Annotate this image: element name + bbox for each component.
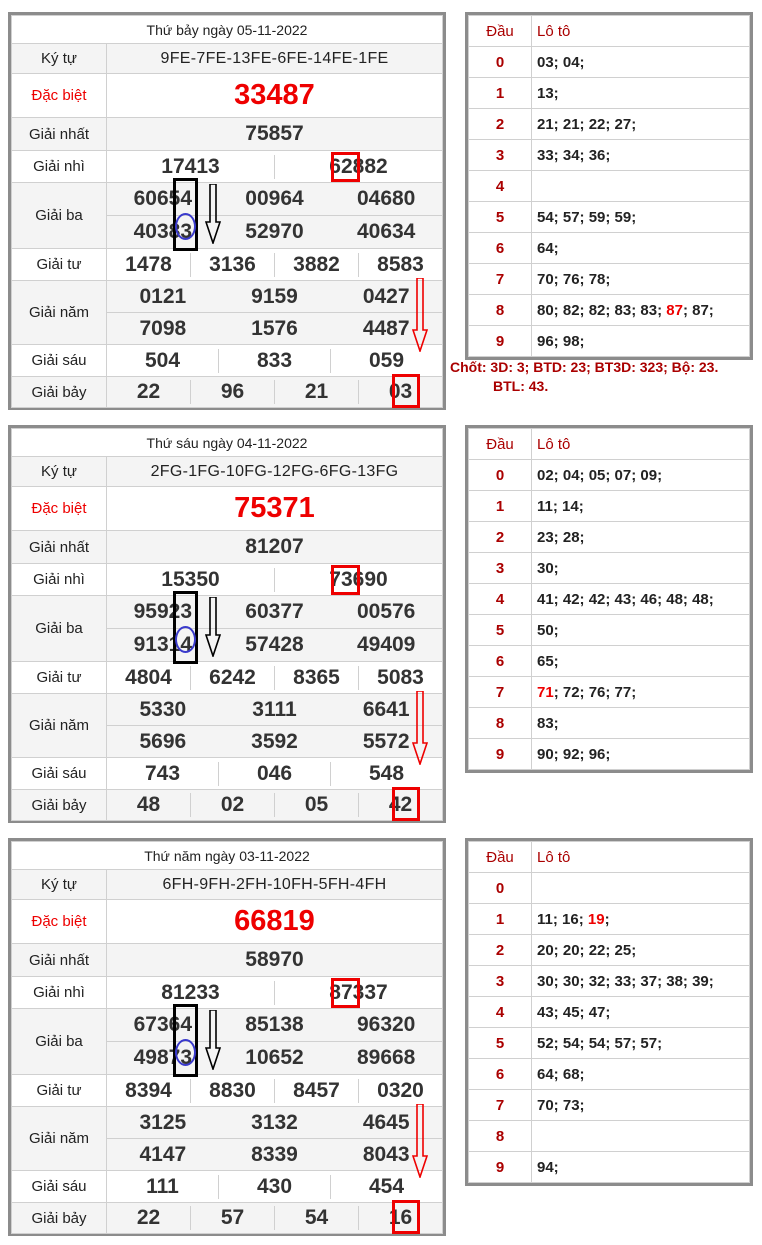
loto-values: 65;: [537, 652, 559, 670]
dau-digit: 2: [469, 109, 532, 140]
loto-row: [469, 739, 750, 770]
highlight-box: [392, 787, 420, 821]
loto-values-pre: 80; 82; 82; 83; 83;: [537, 301, 667, 319]
loto-row: [469, 677, 750, 708]
down-arrow-icon: [412, 1104, 428, 1178]
loto-values: 13;: [537, 84, 559, 102]
dac-biet-label: Đặc biệt: [12, 74, 107, 118]
loto-values: 43; 45; 47;: [537, 1003, 611, 1021]
dau-digit: 5: [469, 202, 532, 233]
dau-digit: 1: [469, 904, 532, 935]
giai-nam-number: 5330: [139, 697, 187, 721]
giai-bay-number: 57: [190, 1206, 274, 1230]
giai-bay-number: 96: [190, 380, 274, 404]
loto-row: [469, 202, 750, 233]
giai-ba-number: 10652: [245, 1046, 304, 1069]
dau-digit: 0: [469, 460, 532, 491]
giai-nhi-number: 81233: [161, 980, 220, 1004]
loto-values: 21; 21; 22; 27;: [537, 115, 637, 133]
giai-bay-label: Giải bảy: [12, 377, 107, 408]
draw-block: [0, 413, 762, 826]
giai-tu-label: Giải tư: [12, 1075, 107, 1107]
prediction-line: Chốt: 3D: 3; BTD: 23; BT3D: 323; Bộ: 23.: [450, 359, 719, 375]
down-arrow-icon: [205, 184, 221, 244]
ky-tu-label: Ký tự: [12, 44, 107, 74]
giai-nhi-number: 15350: [161, 567, 220, 591]
dau-header: Đầu: [469, 16, 532, 47]
giai-tu-number: 6242: [190, 666, 274, 690]
loto-values: 20; 20; 22; 25;: [537, 941, 637, 959]
giai-nam-label: Giải năm: [12, 281, 107, 345]
giai-nam-number: 0121: [139, 284, 187, 308]
giai-ba-number: 40383: [133, 220, 193, 243]
dau-digit: 9: [469, 1152, 532, 1183]
giai-tu-number: 8394: [125, 1078, 172, 1102]
giai-bay-number: 05: [274, 793, 358, 817]
giai-tu-label: Giải tư: [12, 249, 107, 281]
giai-nam-number: 4147: [139, 1142, 187, 1166]
highlight-circle: [175, 1039, 196, 1066]
loto-values: 11; 14;: [537, 497, 584, 515]
dau-digit: 1: [469, 491, 532, 522]
giai-tu-label: Giải tư: [12, 662, 107, 694]
giai-tu-number: 4804: [125, 665, 172, 689]
draw-date-title: Thứ bảy ngày 05-11-2022: [12, 16, 443, 44]
giai-nhat-label: Giải nhất: [12, 531, 107, 564]
giai-nhi-number: 73690: [274, 568, 442, 592]
giai-bay-number: 54: [274, 1206, 358, 1230]
loto-row: [469, 584, 750, 615]
giai-tu-number: 8365: [274, 666, 358, 690]
dau-header: Đầu: [469, 842, 532, 873]
draw-date-title: Thứ năm ngày 03-11-2022: [12, 842, 443, 870]
dau-digit: 2: [469, 522, 532, 553]
loto-row: [469, 935, 750, 966]
giai-ba-number: 60654: [133, 187, 193, 210]
giai-nam-number: 5696: [139, 729, 187, 753]
giai-sau-label: Giải sáu: [12, 345, 107, 377]
giai-sau-number: 111: [146, 1174, 179, 1198]
draw-date-title: Thứ sáu ngày 04-11-2022: [12, 429, 443, 457]
loto-values: 52; 54; 54; 57; 57;: [537, 1034, 663, 1052]
giai-nam-number: 3125: [139, 1110, 187, 1134]
loto-values: 30; 30; 32; 33; 37; 38; 39;: [537, 972, 714, 990]
dau-digit: 9: [469, 326, 532, 357]
giai-ba-number: 95923: [133, 600, 193, 623]
dau-digit: 8: [469, 1121, 532, 1152]
loto-values: 50;: [537, 621, 559, 639]
giai-nhat-label: Giải nhất: [12, 944, 107, 977]
loto-highlight-value: 19: [587, 910, 605, 928]
giai-sau-label: Giải sáu: [12, 758, 107, 790]
giai-nam-number: 1576: [251, 316, 298, 340]
dau-digit: 4: [469, 171, 532, 202]
giai-ba-number: 40634: [356, 220, 416, 243]
giai-nam-number: 7098: [139, 316, 187, 340]
giai-nam-number: 9159: [251, 284, 298, 308]
giai-ba-number: 04680: [356, 187, 416, 210]
giai-sau-number: 430: [218, 1175, 330, 1199]
loto-row: [469, 233, 750, 264]
giai-ba-number: 00576: [356, 600, 416, 623]
loto-values: 64;: [537, 239, 559, 257]
loto-highlight-value: 71: [537, 683, 554, 701]
giai-sau-number: 743: [144, 761, 181, 785]
giai-ba-label: Giải ba: [12, 596, 107, 662]
dau-digit: 5: [469, 1028, 532, 1059]
giai-bay-number: 02: [190, 793, 274, 817]
dau-header: Đầu: [469, 429, 532, 460]
loto-row: [469, 615, 750, 646]
giai-nam-number: 8339: [251, 1142, 298, 1166]
highlight-box: [331, 152, 360, 182]
dau-digit: 8: [469, 708, 532, 739]
loto-values-pre: 11; 16;: [537, 910, 588, 928]
giai-nam-number: 4487: [362, 316, 410, 340]
dau-digit: 0: [469, 873, 532, 904]
giai-ba-label: Giải ba: [12, 1009, 107, 1075]
results-table: [8, 838, 446, 1236]
loto-table: [465, 12, 753, 360]
loto-row: [469, 1028, 750, 1059]
giai-tu-number: 0320: [358, 1079, 442, 1103]
giai-tu-number: 8830: [190, 1079, 274, 1103]
ky-tu-value: 9FE-7FE-13FE-6FE-14FE-1FE: [107, 44, 443, 74]
giai-nam-number: 3132: [251, 1110, 298, 1134]
loto-row: [469, 109, 750, 140]
loto-row: [469, 171, 750, 202]
prediction-text: [450, 358, 762, 396]
highlight-box: [392, 374, 420, 408]
giai-nhi-label: Giải nhì: [12, 151, 107, 183]
giai-nhi-label: Giải nhì: [12, 564, 107, 596]
loto-row: [469, 553, 750, 584]
dau-digit: 5: [469, 615, 532, 646]
loto-values: 54; 57; 59; 59;: [537, 208, 637, 226]
loto-row: [469, 646, 750, 677]
giai-nhat-value: 75857: [107, 118, 443, 151]
loto-row: [469, 997, 750, 1028]
loto-values: 83;: [537, 714, 559, 732]
loto-row: [469, 264, 750, 295]
giai-nhat-value: 58970: [107, 944, 443, 977]
dau-digit: 6: [469, 1059, 532, 1090]
down-arrow-icon: [205, 1010, 221, 1070]
giai-sau-number: 454: [330, 1175, 442, 1199]
dau-digit: 1: [469, 78, 532, 109]
dau-digit: 7: [469, 264, 532, 295]
giai-nhi-number: 62882: [274, 155, 442, 179]
giai-tu-number: 5083: [358, 666, 442, 690]
loto-values: 70; 76; 78;: [537, 270, 611, 288]
loto-header: Lô tô: [532, 429, 750, 460]
ky-tu-value: 2FG-1FG-10FG-12FG-6FG-13FG: [107, 457, 443, 487]
giai-sau-label: Giải sáu: [12, 1171, 107, 1203]
loto-row: [469, 873, 750, 904]
giai-ba-number: 96320: [356, 1013, 416, 1036]
highlight-box: [331, 565, 360, 595]
loto-row: [469, 326, 750, 357]
dac-biet-value: 66819: [107, 900, 443, 944]
dau-digit: 3: [469, 553, 532, 584]
loto-row: [469, 78, 750, 109]
giai-bay-number: 48: [136, 793, 161, 816]
loto-row: [469, 460, 750, 491]
giai-bay-label: Giải bảy: [12, 1203, 107, 1234]
dau-digit: 8: [469, 295, 532, 326]
giai-bay-number: 22: [136, 380, 161, 403]
dau-digit: 3: [469, 966, 532, 997]
loto-row: [469, 1090, 750, 1121]
draw-block: [0, 0, 762, 413]
giai-nam-label: Giải năm: [12, 1107, 107, 1171]
loto-row: [469, 140, 750, 171]
loto-row: [469, 1121, 750, 1152]
giai-ba-number: 60377: [245, 600, 304, 623]
dac-biet-label: Đặc biệt: [12, 900, 107, 944]
loto-values: 64; 68;: [537, 1065, 585, 1083]
giai-nhi-label: Giải nhì: [12, 977, 107, 1009]
giai-sau-number: 548: [330, 762, 442, 786]
highlight-circle: [175, 626, 196, 653]
dau-digit: 7: [469, 1090, 532, 1121]
giai-ba-number: 85138: [245, 1013, 304, 1036]
dac-biet-value: 75371: [107, 487, 443, 531]
giai-sau-number: 504: [144, 348, 181, 372]
giai-ba-number: 91314: [133, 633, 193, 656]
giai-tu-number: 3136: [190, 253, 274, 277]
giai-nhat-value: 81207: [107, 531, 443, 564]
giai-ba-number: 89668: [356, 1046, 416, 1069]
loto-highlight-value: 87: [666, 301, 683, 319]
giai-tu-number: 8457: [274, 1079, 358, 1103]
dau-digit: 3: [469, 140, 532, 171]
giai-tu-number: 8583: [358, 253, 442, 277]
loto-header: Lô tô: [532, 842, 750, 873]
giai-sau-number: 833: [218, 349, 330, 373]
giai-bay-number: 21: [274, 380, 358, 404]
draw-block: [0, 826, 762, 1239]
highlight-box: [331, 978, 360, 1008]
loto-row: [469, 966, 750, 997]
giai-bay-number: 22: [136, 1206, 161, 1229]
giai-bay-number: 42: [358, 793, 442, 817]
giai-ba-number: 49873: [133, 1046, 193, 1069]
dau-digit: 2: [469, 935, 532, 966]
giai-nam-number: 4645: [362, 1110, 410, 1134]
results-table: [8, 12, 446, 410]
giai-sau-number: 046: [218, 762, 330, 786]
giai-nam-number: 5572: [362, 729, 410, 753]
dac-biet-value: 33487: [107, 74, 443, 118]
giai-nam-number: 0427: [362, 284, 410, 308]
loto-table: [465, 425, 753, 773]
results-table: [8, 425, 446, 823]
giai-bay-number: 03: [358, 380, 442, 404]
loto-row: [469, 904, 750, 935]
highlight-circle: [175, 213, 196, 240]
loto-values: 30;: [537, 559, 559, 577]
loto-values: 70; 73;: [537, 1096, 585, 1114]
giai-ba-number: 67364: [133, 1013, 193, 1036]
loto-values: 41; 42; 42; 43; 46; 48; 48;: [537, 590, 714, 608]
giai-nhat-label: Giải nhất: [12, 118, 107, 151]
down-arrow-icon: [412, 278, 428, 352]
loto-values: 94;: [537, 1158, 559, 1176]
loto-values: 90; 92; 96;: [537, 745, 611, 763]
giai-ba-number: 00964: [245, 187, 304, 210]
down-arrow-icon: [412, 691, 428, 765]
loto-row: [469, 491, 750, 522]
giai-bay-label: Giải bảy: [12, 790, 107, 821]
giai-nam-number: 3592: [251, 729, 298, 753]
giai-nam-label: Giải năm: [12, 694, 107, 758]
dau-digit: 9: [469, 739, 532, 770]
highlight-box: [392, 1200, 420, 1234]
loto-row: [469, 522, 750, 553]
giai-nhi-number: 17413: [161, 154, 220, 178]
loto-row: [469, 708, 750, 739]
loto-row: [469, 1152, 750, 1183]
loto-table: [465, 838, 753, 1186]
loto-values-post: ; 87;: [682, 301, 714, 319]
giai-ba-label: Giải ba: [12, 183, 107, 249]
giai-ba-number: 57428: [245, 633, 304, 656]
loto-values: 23; 28;: [537, 528, 585, 546]
loto-values: 33; 34; 36;: [537, 146, 611, 164]
loto-header: Lô tô: [532, 16, 750, 47]
dau-digit: 4: [469, 997, 532, 1028]
giai-nhi-number: 87337: [274, 981, 442, 1005]
giai-tu-number: 1478: [125, 252, 172, 276]
ky-tu-label: Ký tự: [12, 870, 107, 900]
dau-digit: 6: [469, 646, 532, 677]
loto-values: 96; 98;: [537, 332, 585, 350]
giai-ba-number: 52970: [245, 220, 304, 243]
giai-sau-number: 059: [330, 349, 442, 373]
dau-digit: 4: [469, 584, 532, 615]
dau-digit: 0: [469, 47, 532, 78]
loto-row: [469, 295, 750, 326]
ky-tu-value: 6FH-9FH-2FH-10FH-5FH-4FH: [107, 870, 443, 900]
prediction-line: BTL: 43.: [493, 378, 549, 394]
loto-row: [469, 1059, 750, 1090]
loto-row: [469, 47, 750, 78]
giai-nam-number: 3111: [252, 697, 297, 721]
giai-ba-number: 49409: [356, 633, 416, 656]
down-arrow-icon: [205, 597, 221, 657]
giai-nam-number: 8043: [362, 1142, 410, 1166]
loto-values-post: ; 72; 76; 77;: [553, 683, 637, 701]
giai-nam-number: 6641: [362, 697, 410, 721]
ky-tu-label: Ký tự: [12, 457, 107, 487]
giai-bay-number: 16: [358, 1206, 442, 1230]
dau-digit: 6: [469, 233, 532, 264]
dac-biet-label: Đặc biệt: [12, 487, 107, 531]
giai-tu-number: 3882: [274, 253, 358, 277]
loto-values: 02; 04; 05; 07; 09;: [537, 466, 663, 484]
loto-values: 03; 04;: [537, 53, 585, 71]
loto-values-post: ;: [604, 910, 610, 928]
dau-digit: 7: [469, 677, 532, 708]
